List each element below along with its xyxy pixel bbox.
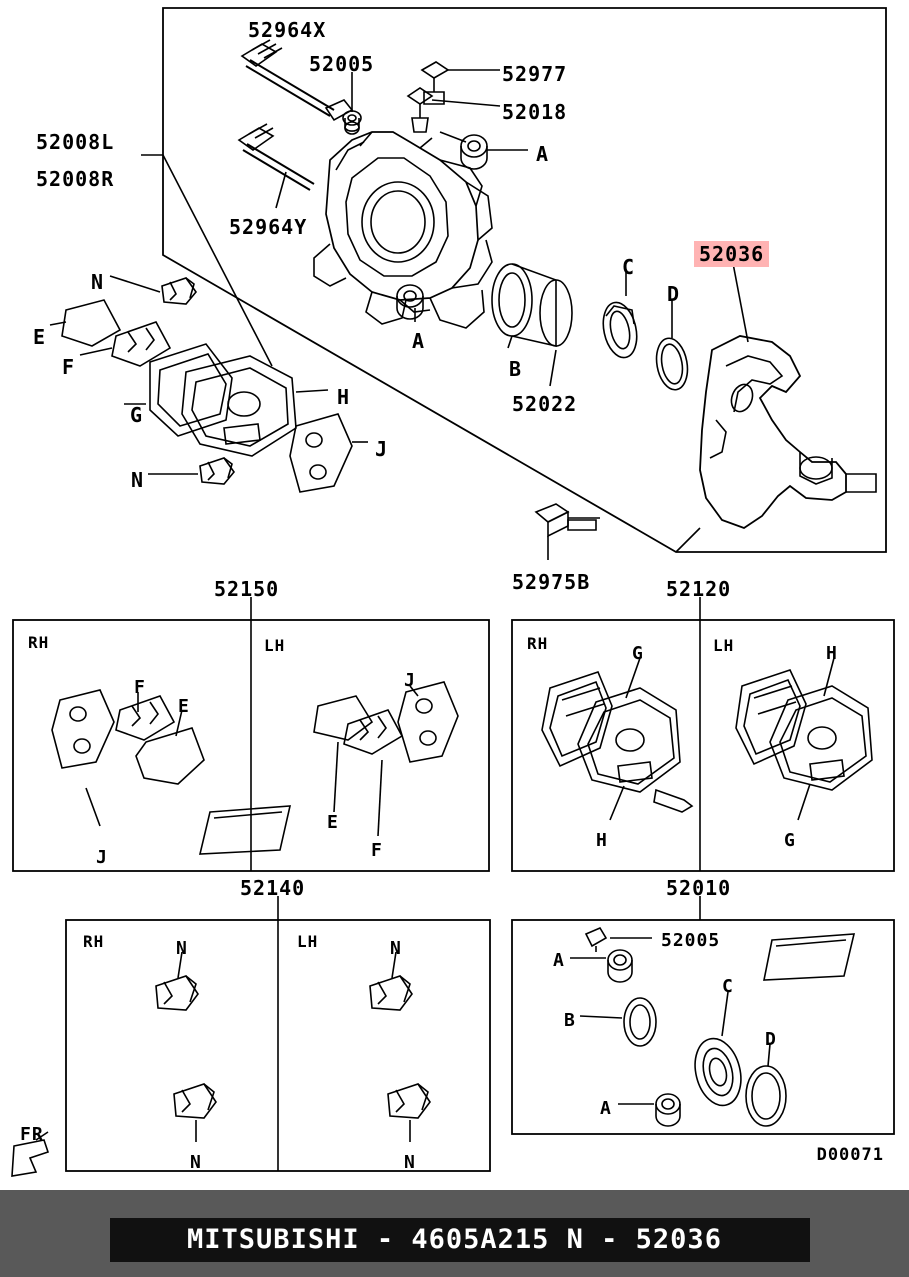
panel-52140-side-lh: LH — [297, 932, 319, 951]
panel-52120-side-rh: RH — [527, 634, 549, 653]
ref-label-g: G — [130, 403, 144, 427]
panel-52010-ref-a1: A — [553, 950, 565, 971]
panel-52010-ref-d: D — [765, 1029, 777, 1050]
ref-label-c: C — [622, 255, 636, 279]
part-label-52005: 52005 — [309, 52, 375, 76]
panel-code-52120: 52120 — [666, 577, 732, 601]
ref-label-j: J — [375, 437, 389, 461]
ref-label-h: H — [337, 385, 351, 409]
footer-part-caption: MITSUBISHI - 4605A215 N - 52036 — [187, 1224, 722, 1255]
part-label-52975B: 52975B — [512, 570, 591, 594]
panel-52150-side-rh: RH — [28, 633, 50, 652]
ref-label-b: B — [509, 357, 523, 381]
part-label-52018: 52018 — [502, 100, 568, 124]
panel-52120-ref-h1: H — [826, 643, 838, 664]
ref-label-a-lower: A — [412, 329, 426, 353]
panel-52150-side-lh: LH — [264, 636, 286, 655]
ref-label-a-upper: A — [536, 142, 550, 166]
panel-code-52010: 52010 — [666, 876, 732, 900]
front-direction-marker: FR — [20, 1124, 44, 1145]
panel-52150-ref-f2: F — [371, 840, 383, 861]
ref-label-e: E — [33, 325, 47, 349]
panel-52140-side-rh: RH — [83, 932, 105, 951]
panel-code-52140: 52140 — [240, 876, 306, 900]
panel-52140-ref-n3: N — [190, 1152, 202, 1173]
part-label-52036-highlighted: 52036 — [694, 241, 769, 267]
panel-52010-ref-c: C — [722, 976, 734, 997]
panel-52150-ref-e2: E — [327, 812, 339, 833]
panel-52120-ref-g1: G — [632, 643, 644, 664]
drawing-code: D00071 — [816, 1145, 884, 1165]
panel-52150-ref-j2: J — [404, 670, 416, 691]
ref-label-d: D — [667, 282, 681, 306]
panel-52140-ref-n1: N — [176, 938, 188, 959]
panel-52140-ref-n4: N — [404, 1152, 416, 1173]
part-label-52977: 52977 — [502, 62, 568, 86]
part-label-52964Y: 52964Y — [229, 215, 308, 239]
ref-label-n-upper: N — [91, 270, 105, 294]
panel-52150-ref-e1: E — [178, 696, 190, 717]
panel-52120-ref-g2: G — [784, 830, 796, 851]
panel-52150-ref-j1: J — [96, 847, 108, 868]
panel-code-52150: 52150 — [214, 577, 280, 601]
ref-label-n-lower: N — [131, 468, 145, 492]
panel-52120-side-lh: LH — [713, 636, 735, 655]
panel-52010-ref-b: B — [564, 1010, 576, 1031]
panel-52120-ref-h2: H — [596, 830, 608, 851]
part-label-52008L: 52008L — [36, 130, 115, 154]
part-label-52964X: 52964X — [248, 18, 327, 42]
ref-label-f: F — [62, 355, 76, 379]
panel-52010-part-52005: 52005 — [661, 930, 721, 951]
part-label-52022: 52022 — [512, 392, 578, 416]
panel-52140-ref-n2: N — [390, 938, 402, 959]
panel-52010-ref-a2: A — [600, 1098, 612, 1119]
panel-52150-ref-f1: F — [134, 677, 146, 698]
part-label-52008R: 52008R — [36, 167, 115, 191]
